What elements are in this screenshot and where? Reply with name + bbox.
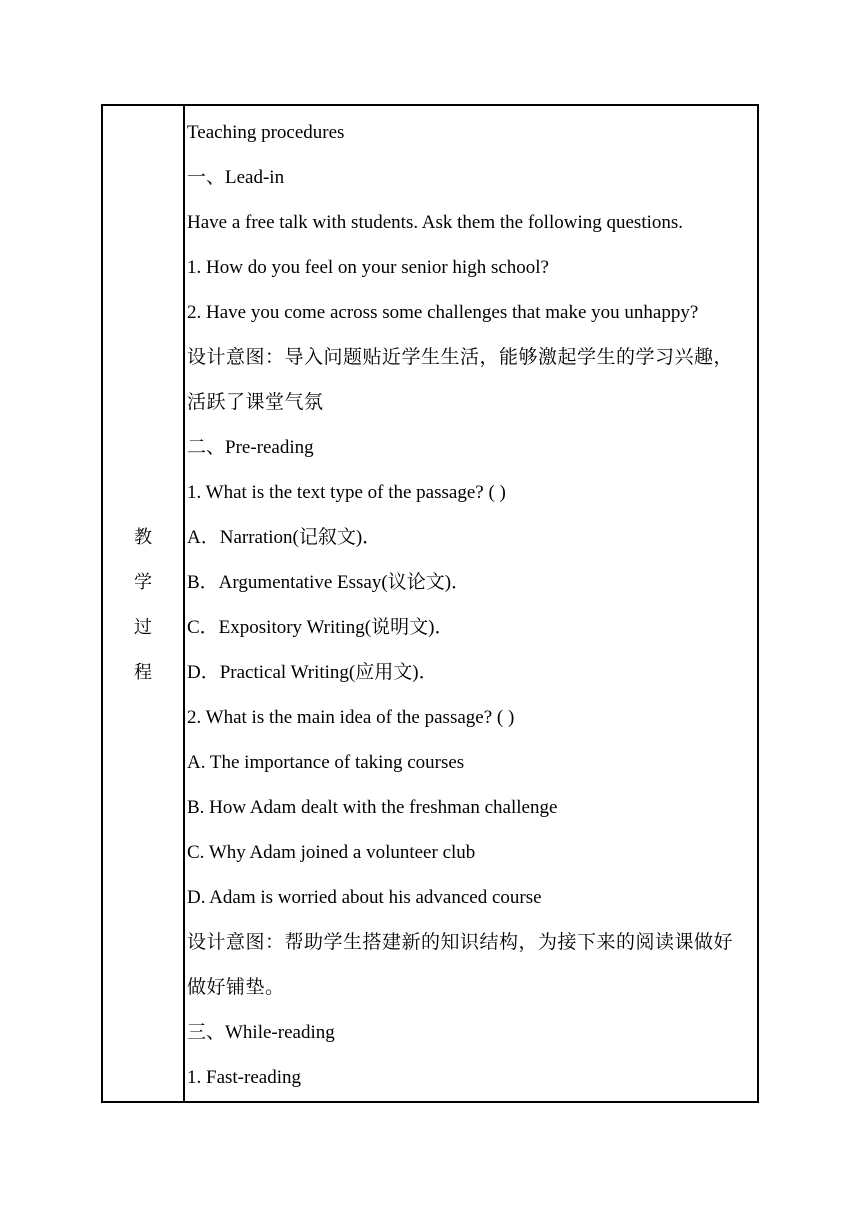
design-intent-line: 做好铺垫。	[187, 977, 285, 998]
text-line: Have a free talk with students. Ask them the following questions.	[187, 212, 684, 233]
section-label-char: 程	[134, 662, 152, 682]
design-intent-line: 设计意图：导入问题贴近学生生活，能够激起学生的学习兴趣，	[187, 347, 734, 368]
option-line: A．Narration(记叙文)．	[187, 527, 382, 548]
option-line: D．Practical Writing(应用文)．	[187, 662, 438, 683]
option-line: B. How Adam dealt with the freshman challenge	[187, 797, 558, 818]
question-line: 2. What is the main idea of the passage? ( )	[187, 707, 515, 728]
heading-pre-reading: 二、Pre-reading	[187, 437, 314, 458]
section-label-char: 过	[134, 617, 152, 637]
section-label-char: 学	[134, 572, 152, 592]
design-intent-line: 活跃了课堂气氛	[187, 392, 324, 413]
section-label	[103, 524, 183, 704]
option-line: D. Adam is worried about his advanced course	[187, 887, 542, 908]
design-intent-line: 设计意图：帮助学生搭建新的知识结构，为接下来的阅读课做好	[187, 932, 734, 953]
option-line: A. The importance of taking courses	[187, 752, 465, 773]
question-line: 1. How do you feel on your senior high school?	[187, 257, 549, 278]
option-line: C. Why Adam joined a volunteer club	[187, 842, 476, 863]
option-line: B．Argumentative Essay(议论文)．	[187, 572, 471, 593]
content-cell	[187, 118, 757, 1108]
subheading-fast-reading: 1. Fast-reading	[187, 1067, 301, 1088]
question-line: 2. Have you come across some challenges that make you unhappy?	[187, 302, 699, 323]
heading-teaching-procedures: Teaching procedures	[187, 122, 345, 143]
section-label-char: 教	[134, 527, 152, 547]
option-line: C．Expository Writing(说明文)．	[187, 617, 454, 638]
question-line: 1. What is the text type of the passage? ( )	[187, 482, 506, 503]
heading-while-reading: 三、While-reading	[187, 1022, 335, 1043]
lesson-plan-table	[101, 104, 759, 1103]
section-label-cell	[103, 106, 185, 1101]
heading-lead-in: 一、Lead-in	[187, 167, 285, 188]
